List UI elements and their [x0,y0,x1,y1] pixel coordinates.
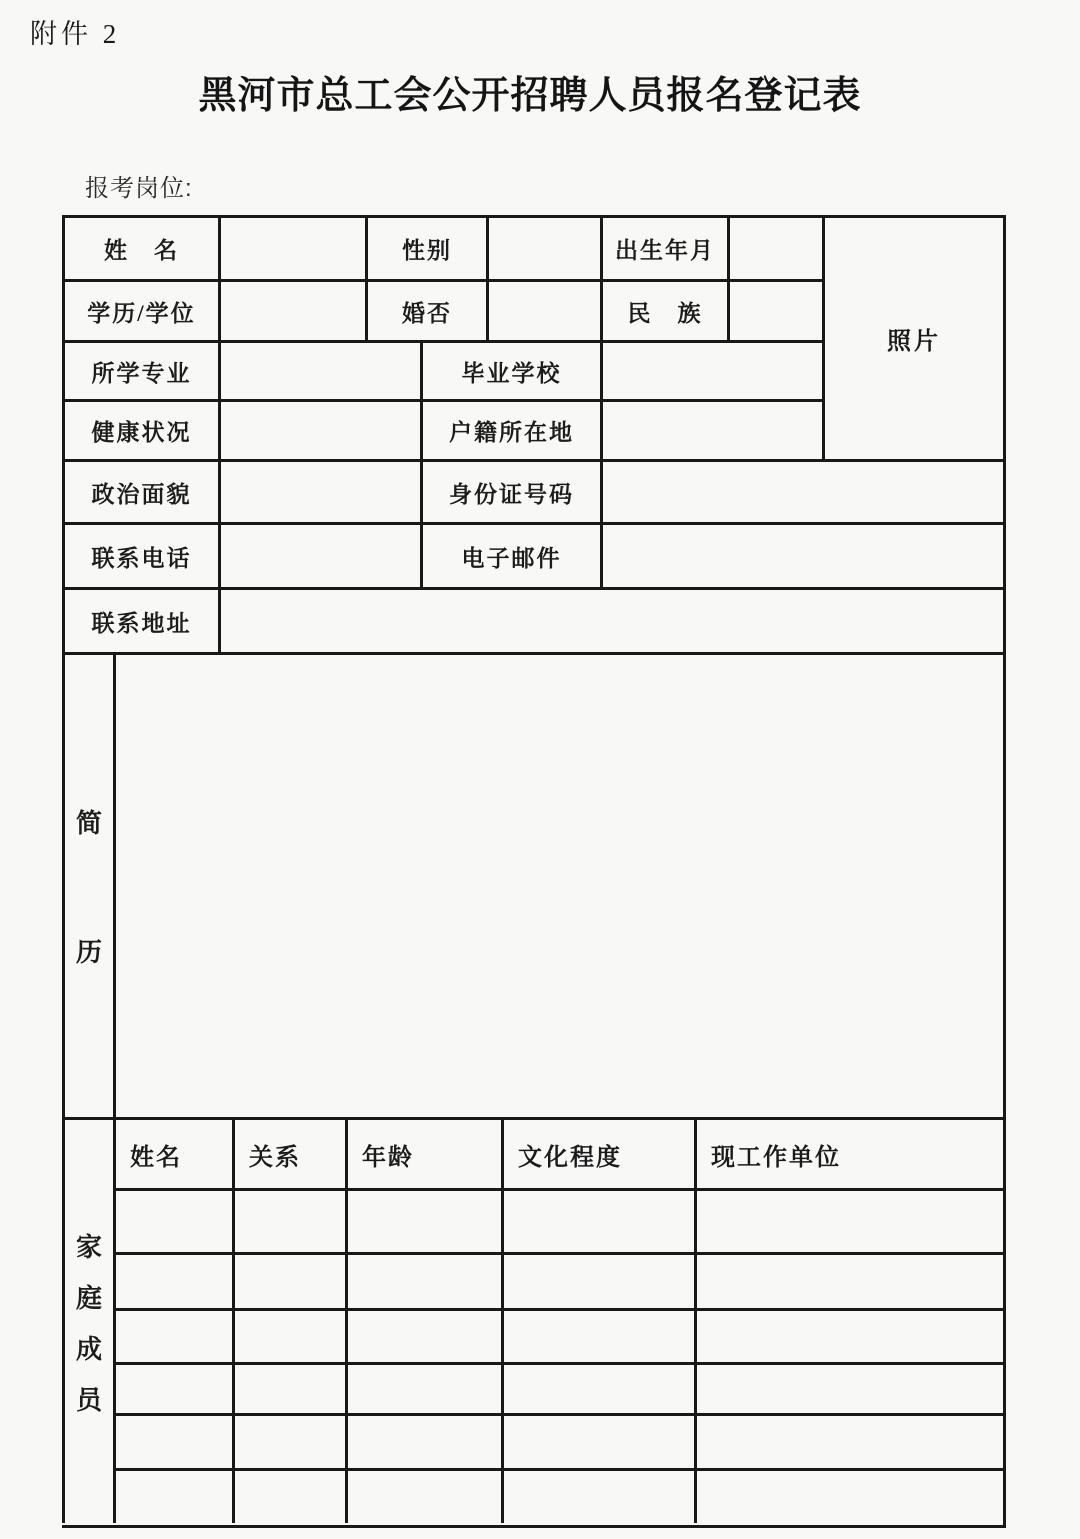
family-cell-r4-name[interactable] [113,1362,232,1413]
family-cell-r4-age[interactable] [345,1362,501,1413]
family-cell-r6-relationship[interactable] [232,1468,345,1523]
family-cell-r2-age[interactable] [345,1252,501,1308]
family-cell-r2-education[interactable] [501,1252,694,1308]
field-label-id-number: 身份证号码 [420,459,600,522]
field-label-birth-date: 出生年月 [600,215,727,279]
family-cell-r1-age[interactable] [345,1188,501,1252]
family-cell-r5-name[interactable] [113,1413,232,1468]
family-cell-r1-name[interactable] [113,1188,232,1252]
family-label-char-4: 员 [75,1385,102,1415]
family-cell-r1-relationship[interactable] [232,1188,345,1252]
field-value-political-status[interactable] [218,459,420,522]
field-value-school[interactable] [600,340,822,399]
field-label-health: 健康状况 [62,399,218,459]
family-cell-r4-relationship[interactable] [232,1362,345,1413]
family-cell-r3-age[interactable] [345,1308,501,1362]
field-value-phone[interactable] [218,522,420,587]
family-cell-r3-education[interactable] [501,1308,694,1362]
family-cell-r1-workunit[interactable] [694,1188,1003,1252]
attachment-label: 附件 2 [30,19,121,49]
field-value-health[interactable] [218,399,420,459]
family-col-header-workunit: 现工作单位 [694,1117,1003,1188]
family-cell-r2-workunit[interactable] [694,1252,1003,1308]
field-value-gender[interactable] [486,215,600,279]
resume-label-char-1: 简 [75,809,102,838]
family-cell-r6-education[interactable] [501,1468,694,1523]
field-value-name[interactable] [218,215,365,279]
family-cell-r5-workunit[interactable] [694,1413,1003,1468]
family-cell-r4-education[interactable] [501,1362,694,1413]
family-cell-r6-name[interactable] [113,1468,232,1523]
field-value-education-degree[interactable] [218,279,365,340]
family-cell-r4-workunit[interactable] [694,1362,1003,1413]
resume-section-label [62,652,113,1117]
field-label-name: 姓 名 [62,215,218,279]
field-value-ethnicity[interactable] [727,279,822,340]
field-value-email[interactable] [600,522,1003,587]
registration-table [62,215,1006,1528]
field-label-household-location: 户籍所在地 [420,399,600,459]
field-value-household-location[interactable] [600,399,822,459]
photo-cell[interactable] [822,215,1003,459]
family-cell-r6-age[interactable] [345,1468,501,1523]
family-cell-r3-workunit[interactable] [694,1308,1003,1362]
field-label-ethnicity: 民 族 [600,279,727,340]
field-label-gender: 性别 [365,215,486,279]
field-label-address: 联系地址 [62,587,218,652]
photo-label: 照片 [887,329,941,355]
field-label-marital-status: 婚否 [365,279,486,340]
resume-label-char-2: 历 [75,938,102,967]
family-cell-r5-education[interactable] [501,1413,694,1468]
field-label-major: 所学专业 [62,340,218,399]
field-label-email: 电子邮件 [420,522,600,587]
field-value-marital-status[interactable] [486,279,600,340]
family-cell-r2-relationship[interactable] [232,1252,345,1308]
family-label-char-1: 家 [75,1232,102,1262]
family-cell-r6-workunit[interactable] [694,1468,1003,1523]
family-label-char-2: 庭 [75,1283,102,1313]
field-value-major[interactable] [218,340,420,399]
family-cell-r1-education[interactable] [501,1188,694,1252]
family-cell-r3-relationship[interactable] [232,1308,345,1362]
field-value-id-number[interactable] [600,459,1003,522]
field-label-phone: 联系电话 [62,522,218,587]
family-cell-r3-name[interactable] [113,1308,232,1362]
field-label-education-degree: 学历/学位 [62,279,218,340]
family-col-header-name: 姓名 [113,1117,232,1188]
family-cell-r5-relationship[interactable] [232,1413,345,1468]
field-value-address[interactable] [218,587,1003,652]
family-col-header-relationship: 关系 [232,1117,345,1188]
page-title: 黑河市总工会公开招聘人员报名登记表 [198,75,862,117]
position-applied-label: 报考岗位: [85,175,193,202]
field-label-political-status: 政治面貌 [62,459,218,522]
field-label-school: 毕业学校 [420,340,600,399]
family-label-char-3: 成 [75,1334,102,1364]
family-col-header-age: 年龄 [345,1117,501,1188]
field-value-birth-date[interactable] [727,215,822,279]
family-col-header-education: 文化程度 [501,1117,694,1188]
family-cell-r5-age[interactable] [345,1413,501,1468]
resume-content-cell[interactable] [113,652,1003,1117]
family-cell-r2-name[interactable] [113,1252,232,1308]
family-section-label [62,1117,113,1523]
